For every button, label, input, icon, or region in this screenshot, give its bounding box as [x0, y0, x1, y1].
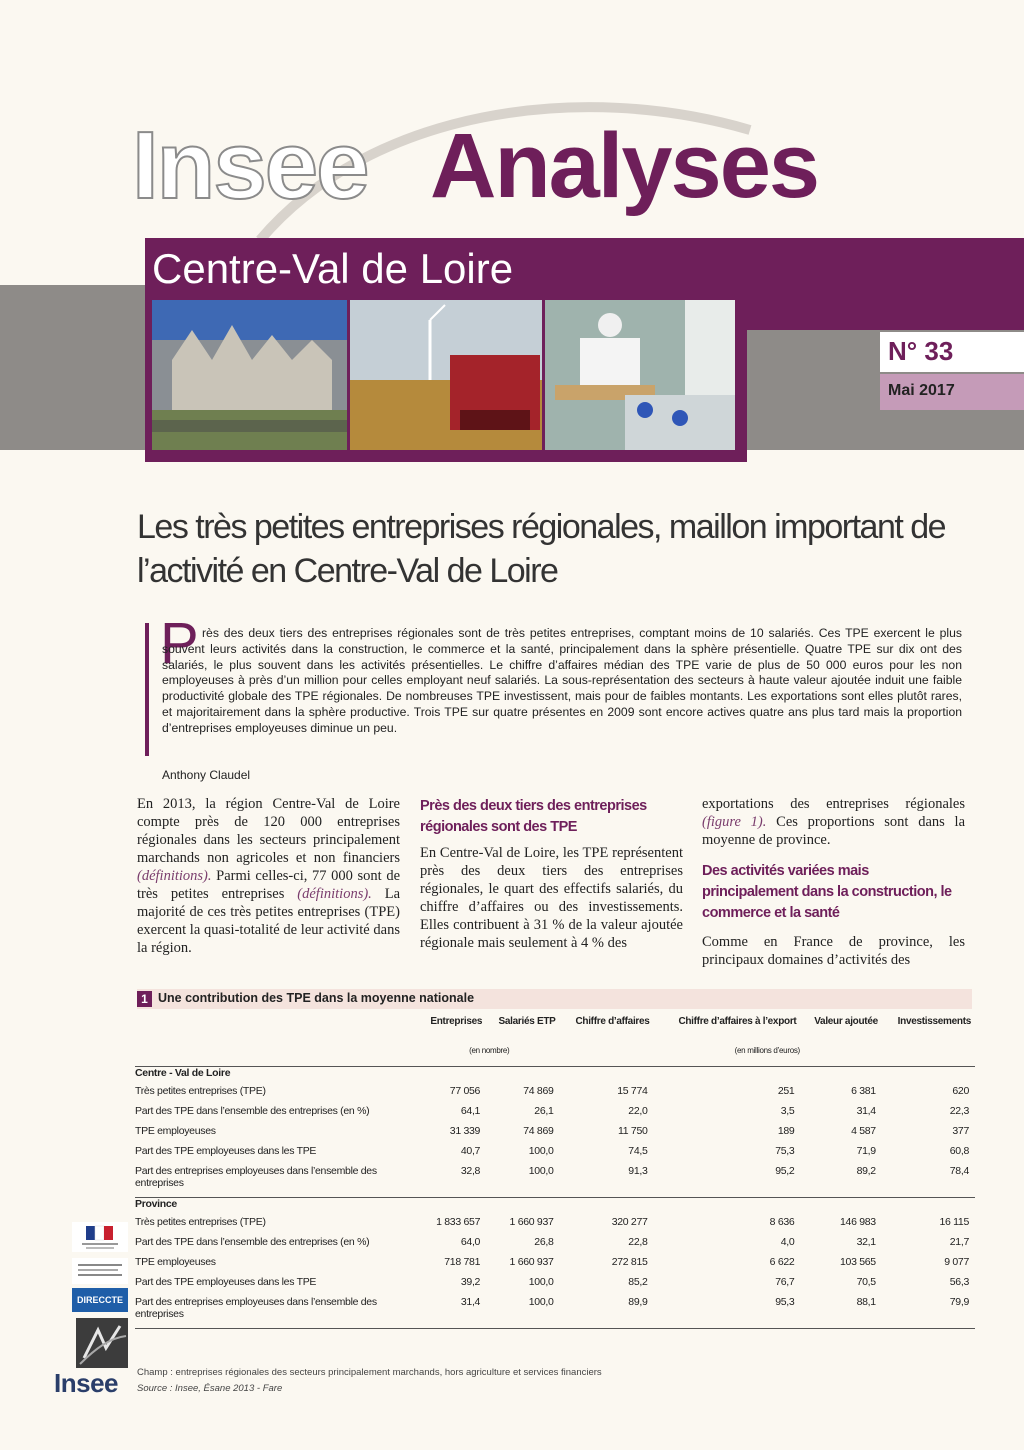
table-cell: 377: [952, 1125, 969, 1137]
figure-1-link[interactable]: (figure 1).: [702, 814, 767, 830]
table-section-header: [135, 1067, 975, 1086]
table-title: Une contribution des TPE dans la moyenne nationale: [158, 991, 475, 1005]
table-number: 1: [137, 991, 152, 1007]
table-cell: 3,5: [780, 1105, 795, 1117]
table-cell: 74 869: [523, 1125, 554, 1137]
table-cell: 1 660 937: [509, 1216, 554, 1228]
table-row: [135, 1165, 975, 1198]
table-cell: 16 115: [939, 1216, 969, 1228]
definitions-link-2[interactable]: (définitions).: [297, 886, 372, 902]
marianne-icon: [72, 1222, 128, 1252]
table-cell: 103 565: [839, 1256, 876, 1268]
col1-text-a: En 2013, la région Centre-Val de Loire compte près de 120 000 entreprises régionales dans les secteurs principalement marchands non agricoles et non financiers: [137, 796, 400, 866]
issue-number: N° 33: [888, 336, 954, 366]
table-cell: 89,9: [560, 1296, 654, 1329]
body-column-2: En Centre-Val de Loire, les TPE représentent près des deux tiers des entreprises régionales, le quart des effectifs salariés, du chiffre d’affaires ou des investissements. Elles contribuent à 31 % de la valeur ajoutée régionale mais seulement à 4 % des: [420, 845, 683, 951]
table-cell: 11 750: [618, 1125, 648, 1137]
col1-text-c: La majorité de ces très petites entreprises (TPE) exercent la quasi-totalité de leur activité dans la région.: [137, 886, 401, 956]
table-section-header: [135, 1198, 975, 1217]
table-cell: 32,1: [856, 1236, 876, 1248]
table-cell: 1 660 937: [509, 1256, 554, 1268]
table-cell: 71,9: [856, 1145, 876, 1157]
table-cell: 60,8: [949, 1145, 969, 1157]
abstract-dropcap: P: [160, 611, 199, 676]
body-column-3-bottom: Comme en France de province, les principaux domaines d’activités des: [702, 934, 965, 968]
row-label: Très petites entreprises (TPE): [135, 1216, 266, 1228]
table-row: [135, 1296, 975, 1329]
insee-logo-text: Insee: [54, 1368, 118, 1398]
col3-text-b: Ces proportions sont dans la moyenne de province.: [702, 814, 965, 848]
issue-date: Mai 2017: [888, 382, 955, 399]
column-header: Salariés ETP: [498, 1016, 556, 1027]
table-cell: 32,8: [419, 1165, 486, 1198]
table-cell: 1 833 657: [436, 1216, 481, 1228]
table-cell: 95,2: [654, 1165, 801, 1198]
section-heading-1: Près des deux tiers des entreprises régionales sont des TPE: [420, 798, 647, 835]
table-row: [135, 1256, 975, 1276]
direccte-logo: [72, 1288, 128, 1312]
table-cell: 26,8: [534, 1236, 554, 1248]
table-cell: 76,7: [775, 1276, 795, 1288]
table-row: [135, 1145, 975, 1165]
author: Anthony Claudel: [162, 768, 251, 782]
table-note-scope: Champ : entreprises régionales des secteurs principalement marchands, hors agriculture et services financiers: [137, 1367, 602, 1378]
table-cell: 9 077: [944, 1256, 969, 1268]
table-note-source: Source : Insee, Ésane 2013 - Fare: [137, 1383, 283, 1394]
row-label: Part des TPE dans l’ensemble des entreprises (en %): [135, 1105, 370, 1117]
table-cell: 39,2: [460, 1276, 481, 1288]
table-cell: 4,0: [780, 1236, 795, 1248]
table-cell: 91,3: [560, 1165, 654, 1198]
table-cell: 320 277: [611, 1216, 648, 1228]
brand-insee: Insee: [132, 112, 368, 219]
table-row: [135, 1216, 975, 1236]
column-header: Entreprises: [430, 1016, 483, 1027]
table-row: [135, 1276, 975, 1296]
row-label: Très petites entreprises (TPE): [135, 1085, 266, 1097]
table-cell: 95,3: [654, 1296, 801, 1329]
column-header: Chiffre d’affaires: [575, 1016, 650, 1027]
section-heading-2: Des activités variées mais principalement dans la construction, le commerce et la santé: [702, 863, 952, 921]
table-cell: 146 983: [839, 1216, 876, 1228]
row-label: Part des TPE dans l’ensemble des entreprises (en %): [135, 1236, 370, 1248]
table-cell: 78,4: [882, 1165, 975, 1198]
article-title-line1: Les très petites entreprises régionales, maillon important de: [137, 508, 946, 546]
table-row: [135, 1236, 975, 1256]
row-label: TPE employeuses: [135, 1125, 216, 1137]
table-row: [135, 1105, 975, 1125]
column-header: Chiffre d’affaires à l’export: [678, 1016, 797, 1027]
table-cell: 272 815: [611, 1256, 648, 1268]
photo-chateau: [152, 300, 347, 450]
table-cell: 100,0: [528, 1145, 554, 1157]
photo-harvest: [350, 300, 542, 450]
table-cell: 718 781: [444, 1256, 481, 1268]
table-cell: 22,0: [628, 1105, 648, 1117]
table-notes: [137, 1365, 602, 1397]
table-cell: 26,1: [534, 1105, 554, 1117]
unit-label-money: (en millions d’euros): [560, 1046, 975, 1067]
table-cell: 75,3: [775, 1145, 795, 1157]
region-name: Centre-Val de Loire: [152, 245, 514, 292]
table-cell: 64,0: [460, 1236, 481, 1248]
table-cell: 21,7: [949, 1236, 969, 1248]
table-cell: 100,0: [486, 1165, 559, 1198]
column-header: Valeur ajoutée: [814, 1016, 878, 1027]
table-units-row: [135, 1046, 975, 1067]
table-cell: 22,3: [949, 1105, 969, 1117]
table-cell: 88,1: [800, 1296, 881, 1329]
table-cell: 89,2: [800, 1165, 881, 1198]
row-label: Part des TPE employeuses dans les TPE: [135, 1145, 317, 1157]
section-name: Province: [135, 1198, 177, 1210]
row-label: Part des entreprises employeuses dans l’ensemble des entreprises: [135, 1296, 419, 1329]
table-cell: 31,4: [419, 1296, 486, 1329]
table-row: [135, 1125, 975, 1145]
article-title-line2: l’activité en Centre-Val de Loire: [137, 552, 558, 591]
abstract-text: rès des deux tiers des entreprises régionales sont de très petites entreprises, comptant moins de 10 salariés. Ces TPE exercent le plus souvent leurs activités dans la construction, le commerce et la santé, principalement dans la sphère présentielle. Quatre TPE sur dix ont des salariés, le plus souvent dans les activités présentielles. Le chiffre d’affaires médian des TPE varie de plus de 50 000 euros pour les non employeuses à près d’un million pour celles employant neuf salariés. La sous-représentation des secteurs à haute valeur ajoutée induit une faible productivité globale des TPE régionales. De nombreuses TPE investissent, mais pour de faibles montants. Les exportations sont elles plutôt rares, et majoritairement dans la sphère productive. Trois TPE sur quatre présentes en 2009 sont encore actives quatre ans plus tard mais la proportion d’entreprises employeuses diminue un peu.: [162, 626, 962, 735]
table-cell: 4 587: [851, 1125, 876, 1137]
table-cell: 56,3: [949, 1276, 969, 1288]
row-label: Part des entreprises employeuses dans l’ensemble des entreprises: [135, 1165, 419, 1198]
republique-francaise-logo: [72, 1222, 128, 1252]
table-cell: 74 869: [523, 1085, 554, 1097]
table-column-headers: [135, 1016, 975, 1046]
table-cell: 8 636: [769, 1216, 795, 1228]
table-cell: 6 622: [769, 1256, 795, 1268]
table-cell: 40,7: [460, 1145, 481, 1157]
row-label: TPE employeuses: [135, 1256, 216, 1268]
direccte-label: DIRECCTE: [76, 1295, 123, 1305]
column-header: Investissements: [897, 1016, 971, 1027]
article-title: [137, 505, 977, 593]
ministry-logo: [72, 1258, 128, 1284]
ministry-text-icon: [72, 1258, 128, 1284]
col3-text-a: exportations des entreprises régionales: [702, 796, 965, 812]
table-cell: 22,8: [628, 1236, 648, 1248]
abstract-bar: [145, 623, 149, 756]
table-cell: 189: [777, 1125, 795, 1137]
section-name: Centre - Val de Loire: [135, 1067, 231, 1079]
table-cell: 31,4: [856, 1105, 876, 1117]
unit-label-count: (en nombre): [419, 1046, 560, 1067]
body-column-3-top: [702, 795, 965, 849]
row-label: Part des TPE employeuses dans les TPE: [135, 1276, 317, 1288]
photo-laboratory: [545, 300, 735, 450]
table-row: [135, 1085, 975, 1105]
table-cell: 70,5: [856, 1276, 876, 1288]
table-cell: 79,9: [882, 1296, 975, 1329]
brand-analyses: Analyses: [430, 115, 819, 217]
table-cell: 31 339: [449, 1125, 481, 1137]
table-cell: 620: [952, 1085, 969, 1097]
data-table: [135, 1016, 975, 1329]
col1-text-b: Parmi celles-ci, 77 000 sont de très petites entreprises: [137, 868, 401, 902]
table-cell: 77 056: [449, 1085, 481, 1097]
table-cell: 100,0: [528, 1276, 554, 1288]
table-cell: 15 774: [617, 1085, 648, 1097]
table-cell: 74,5: [628, 1145, 648, 1157]
table-cell: 64,1: [460, 1105, 481, 1117]
table-cell: 100,0: [486, 1296, 559, 1329]
table-cell: 6 381: [851, 1085, 876, 1097]
definitions-link-1[interactable]: (définitions).: [137, 868, 212, 884]
insee-emblem-icon: [76, 1318, 128, 1368]
table-cell: 251: [777, 1085, 795, 1097]
table-cell: 85,2: [628, 1276, 648, 1288]
body-column-1: [137, 795, 400, 957]
